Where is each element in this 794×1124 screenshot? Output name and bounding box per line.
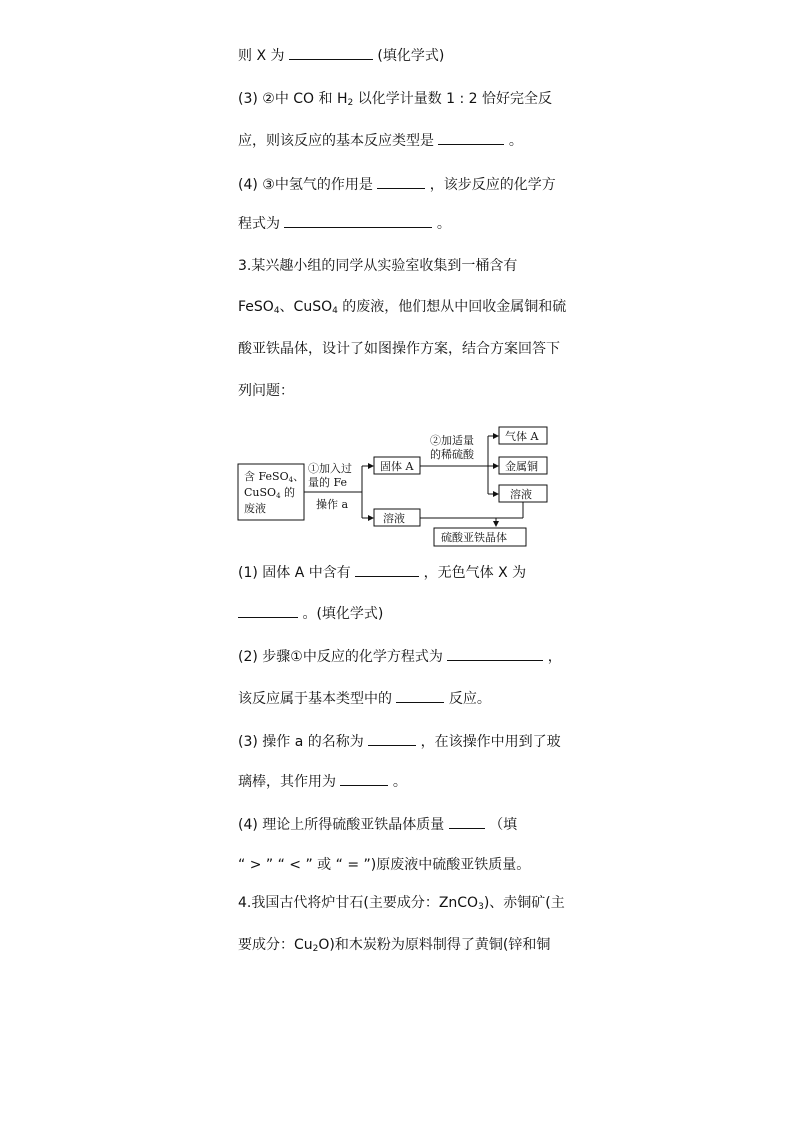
q3-sub-4 (238, 814, 558, 835)
text: 4.我国古代将炉甘石(主要成分：ZnCO (238, 895, 479, 911)
copper-label: 金属铜 (505, 460, 538, 473)
answer-blank[interactable] (284, 213, 432, 228)
answer-blank[interactable] (289, 45, 373, 60)
q3-intro-4: 列问题： (238, 383, 294, 399)
text: ， (547, 649, 562, 665)
q3-intro-2 (238, 297, 567, 317)
text: 。 (508, 133, 523, 149)
q3-intro-1: 3.某兴趣小组的同学从实验室收集到一桶含有 (238, 258, 518, 274)
q3-sub-2b (238, 688, 558, 709)
solution-upper-label: 溶液 (510, 488, 532, 501)
text: (3) ②中 CO 和 H (238, 91, 348, 107)
source-label-1: 含 FeSO4、 (244, 470, 305, 484)
answer-blank[interactable] (355, 562, 419, 577)
text: FeSO (238, 299, 274, 315)
q4-line-1 (238, 893, 565, 913)
solid-a-label: 固体 A (380, 460, 414, 473)
text: (4) 理论上所得硫酸亚铁晶体质量 (238, 817, 445, 833)
q3-sub-1 (238, 562, 558, 583)
text: (填化学式) (377, 48, 445, 64)
step1-label-2: 量的 Fe (308, 476, 348, 489)
step2-label-1: ②加适量 (430, 434, 474, 447)
answer-blank[interactable] (340, 771, 388, 786)
text: 。 (392, 774, 407, 790)
q3-sub-1b (238, 603, 558, 624)
text: 、CuSO (279, 299, 333, 315)
text: (3) 操作 a 的名称为 (238, 734, 364, 750)
subscript: 4 (332, 306, 338, 316)
text: 则 X 为 (238, 48, 285, 64)
answer-blank[interactable] (396, 688, 444, 703)
source-label-3: 废液 (244, 502, 266, 515)
q4-line-2 (238, 935, 558, 955)
subscript: 2 (312, 944, 319, 954)
q3-sub-2 (238, 646, 562, 667)
text: (4) ③中氢气的作用是 (238, 177, 373, 193)
subscript: 2 (347, 98, 354, 108)
text: ，无色气体 X 为 (423, 565, 527, 581)
answer-blank[interactable] (449, 814, 485, 829)
answer-blank[interactable] (438, 130, 504, 145)
product-label: 硫酸亚铁晶体 (441, 531, 507, 544)
q2-line-1 (238, 45, 558, 66)
text: 要成分：Cu (238, 937, 313, 953)
q2-line-4 (238, 174, 558, 195)
text: ，该步反应的化学方 (429, 177, 556, 193)
text: 。 (436, 216, 451, 232)
gas-a-label: 气体 A (505, 430, 539, 443)
step1-label-1: ①加入过 (308, 462, 352, 475)
q3-sub-3 (238, 731, 561, 752)
q3-sub-3b (238, 771, 558, 792)
text: O)和木炭粉为原料制得了黄铜(锌和铜 (318, 937, 551, 953)
text: 反应。 (448, 691, 491, 707)
answer-blank[interactable] (377, 174, 425, 189)
answer-blank[interactable] (447, 646, 543, 661)
subscript: 3 (478, 902, 484, 912)
text: 以化学计量数 1 : 2 恰好完全反 (353, 91, 553, 107)
text: )、赤铜矿(主 (483, 895, 565, 911)
text: 。(填化学式) (302, 606, 384, 622)
step2-label-2: 的稀硫酸 (430, 448, 474, 461)
text: (1) 固体 A 中含有 (238, 565, 351, 581)
text: ，在该操作中用到了玻 (420, 734, 561, 750)
subscript: 4 (273, 306, 280, 316)
text: 的废液，他们想从中回收金属铜和硫 (337, 299, 567, 315)
text: 应，则该反应的基本反应类型是 (238, 133, 434, 149)
q3-intro-3: 酸亚铁晶体，设计了如图操作方案，结合方案回答下 (238, 341, 560, 357)
answer-blank[interactable] (368, 731, 416, 746)
source-label-2: CuSO4 的 (244, 486, 296, 500)
process-flow-diagram (234, 418, 564, 552)
solution-lower-label: 溶液 (383, 512, 405, 525)
answer-blank[interactable] (238, 603, 298, 618)
text: 程式为 (238, 216, 280, 232)
q2-line-3 (238, 130, 558, 151)
text: （填 (489, 817, 518, 833)
text: 该反应属于基本类型中的 (238, 691, 392, 707)
q3-sub-4b: “ > ” “ < ” 或 “ = ”)原废液中硫酸亚铁质量。 (238, 857, 531, 873)
q2-line-5 (238, 213, 558, 234)
text: (2) 步骤①中反应的化学方程式为 (238, 649, 443, 665)
operation-a-label: 操作 a (316, 498, 349, 511)
q2-line-2 (238, 89, 558, 109)
text: 璃棒，其作用为 (238, 774, 336, 790)
